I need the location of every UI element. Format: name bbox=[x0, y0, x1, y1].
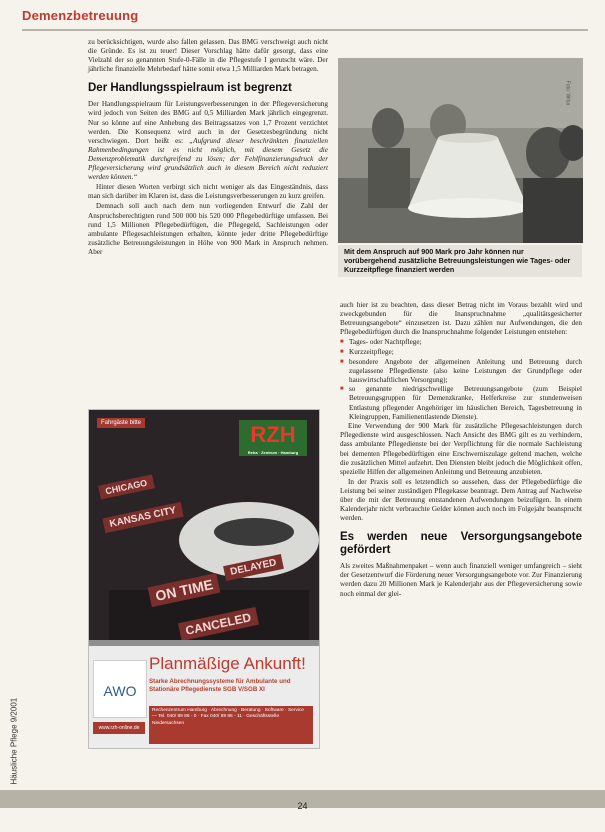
paragraph: Eine Verwendung der 900 Mark für zusätzliche Pflegesachleistungen durch Pflegedienste wird ausgeschlossen. Nach Ansicht des BMG gilt es zu verhindern, dass ambulante Pflegedienste bei der Verpflichtung für die normale Sachleistung bei dementen Pflegebedürftigen eine Erschwerniszulage geltend machen, welche die zusätzlichen Mittel aufzehrt. Den Diensten bleibt jedoch die Möglichkeit offen, spezielle Hilfen der allgemeinen Anleitung und Betreuung anzubieten. bbox=[340, 422, 582, 476]
quote: „Aufgrund dieser beschränkten finanziellen Rahmenbedingungen ist es nicht möglich, mit diesem Gesetz die Demenzproblematik durchgreifend zu lösen; der Fehlfinanzierungsdruck der Pflegeversicherung wird grundsätzlich auch in diesem Bereich nicht reduziert werden können.“ bbox=[88, 136, 329, 182]
journal-sidebar bbox=[4, 630, 18, 790]
photo-credit-text: Foto: Wrba bbox=[564, 80, 571, 106]
paragraph: Demnach soll auch nach dem nun vorliegenden Entwurf die Zahl der Anspruchsberechtigten rund 500 000 bis 520 000 Pflegebedürftige umfassen. Bei rund 1,5 Millionen Pflegebedürftigen, die Pflegegeld, Sachleistungen oder ambulante Pflegesachleistungen erhalten, könnte jeder dritte Pflegebedürftige zusätzliche Betreuungsleistungen in Höhe von 900 Mark in Anspruch nehmen. Aber bbox=[88, 202, 328, 256]
paragraph: zu berücksichtigen, wurde also fallen gelassen. Das BMG verschweigt auch nicht die Gründe. Es ist zu teuer! Dieser Vorschlag hätte dafür gesorgt, dass eine Vielzahl der so genannten Stufe-0-Fälle in die Pflegestufe I gerutscht wäre. Der jährliche finanzielle Mehrbedarf hätte somit etwa 1,5 Milliarden Mark betragen. bbox=[88, 38, 328, 74]
ad-stripe bbox=[89, 640, 319, 646]
photo-illustration bbox=[338, 58, 583, 243]
left-column bbox=[88, 38, 328, 258]
rzh-logo-sub: Reha · Zentrum · Hamburg bbox=[247, 450, 299, 455]
paragraph: Als zweites Maßnahmenpaket – wenn auch finanziell weniger umfangreich – sieht der Gesetzentwurf die Förderung neuer Versorgungsangebote vor. Zur Finanzierung werden dazu 20 Millionen Mark je Kalenderjahr aus der Pflegeversicherung sowie noch einmal der glei- bbox=[340, 562, 582, 598]
list-item: ■ so genannte niedrigschwellige Betreuungsangebote (zum Beispiel Betreuungsgruppen für Demenzkranke, Helferkreise zur stundenweisen Entlastung pflegender Angehöriger im häuslichen Bereich, Tagesbetreuung in Kleingruppen, Familienentlastende Dienste). bbox=[340, 385, 582, 421]
header-rule bbox=[22, 29, 588, 31]
ad-image bbox=[89, 410, 319, 640]
list-item: ■ Tages- oder Nachtpflege; bbox=[340, 338, 582, 347]
paragraph-text: Der Handlungsspielraum für Leistungsverbesserungen in der Pflegeversicherung wird jedoch von Seiten des BMG auf 0,5 Milliarden Mark jährlich eingegrenzt. Nur so könne auf eine Anhebung des Beitragssatzes von 1,7 Prozent verzichtet werden. Die Konsequenz wird auch in der Gesetzesbegründung nicht verschwiegen. Dort heißt es: bbox=[88, 100, 328, 145]
paragraph bbox=[88, 100, 328, 182]
page-number: 24 bbox=[297, 801, 308, 811]
article-photo bbox=[338, 58, 583, 243]
advertisement[interactable] bbox=[88, 409, 320, 749]
rzh-logo bbox=[239, 420, 307, 456]
rzh-logo-text: RZH bbox=[250, 422, 296, 447]
ad-subline: Starke Abrechnungssysteme für Ambulante und Stationäre Pflegedienste SGB V/SGB XI bbox=[149, 678, 291, 693]
departure-board: CANCELED bbox=[178, 607, 259, 640]
ad-contact-box: Rechenzentrum Hamburg · Abrechnung · Beratung · Software · Service — Tel. 040/ 89 86 - 0 · Fax 040/ 89 86 - 11 · Geschäftsstelle Niedersachsen bbox=[149, 706, 313, 744]
ad-website-link[interactable]: www.rzh-online.de bbox=[93, 722, 145, 734]
list-item: ■ besondere Angebote der allgemeinen Anleitung und Betreuung durch zugelassene Pflegedienste (also keine Leistungen der Grundpflege oder hauswirtschaftlichen Versorgung); bbox=[340, 358, 582, 385]
bullet-list bbox=[340, 338, 582, 421]
departure-board: CHICAGO bbox=[98, 474, 154, 499]
photo-credit bbox=[564, 60, 595, 140]
paragraph: auch hier ist zu beachten, dass dieser Betrag nicht im Voraus bezahlt wird und zweckgebunden für die Inanspruchnahme „qualitätsgesicherter Betreuungsangebote“ einzusetzen ist. Dazu zählen nur Aufwendungen, die den Pflegebedürftigen durch die Inanspruchnahme folgender Leistungen entstehen: bbox=[340, 301, 582, 337]
departure-board: DELAYED bbox=[223, 554, 284, 581]
departure-board: KANSAS CITY bbox=[102, 502, 183, 533]
photo-caption: Mit dem Anspruch auf 900 Mark pro Jahr können nur vorübergehend zusätzliche Betreuungsleistungen wie Tages- oder Kurzzeitpflege finanziert werden bbox=[338, 245, 582, 277]
list-item: ■ Kurzzeitpflege; bbox=[340, 348, 582, 357]
ad-headline: Planmäßige Ankunft! bbox=[149, 654, 306, 673]
ad-badge: Fahrgäste bitte bbox=[97, 418, 145, 428]
journal-issue-label: Häusliche Pflege 9/2001 bbox=[9, 697, 19, 785]
awo-logo: AWO bbox=[93, 660, 147, 718]
paragraph: Hinter diesen Worten verbirgt sich nicht weniger als das Eingeständnis, dass man sich darüber im Klaren ist, dass die Leistungsverbesserungen zu kurz greifen. bbox=[88, 183, 328, 201]
section-header: Demenzbetreuung bbox=[22, 8, 139, 23]
subheading: Der Handlungsspielraum ist begrenzt bbox=[88, 82, 292, 95]
ad-text-area bbox=[89, 640, 319, 748]
right-column bbox=[340, 301, 582, 600]
paragraph: In der Praxis soll es letztendlich so aussehen, dass der Pflegebedürftige die Leistung bei seiner zuständigen Pflegekasse beantragt. Dem Antrag auf Nachweise über die mit der Betreuung entstandenen Aufwendungen beizufügen. In einem Kalenderjahr nicht verbrauchte Gelder können auch noch im Folgejahr beansprucht werden. bbox=[340, 477, 582, 523]
departure-board: ON TIME bbox=[148, 573, 221, 607]
subheading: Es werden neue Versorgungsangebote gefördert bbox=[340, 531, 582, 557]
